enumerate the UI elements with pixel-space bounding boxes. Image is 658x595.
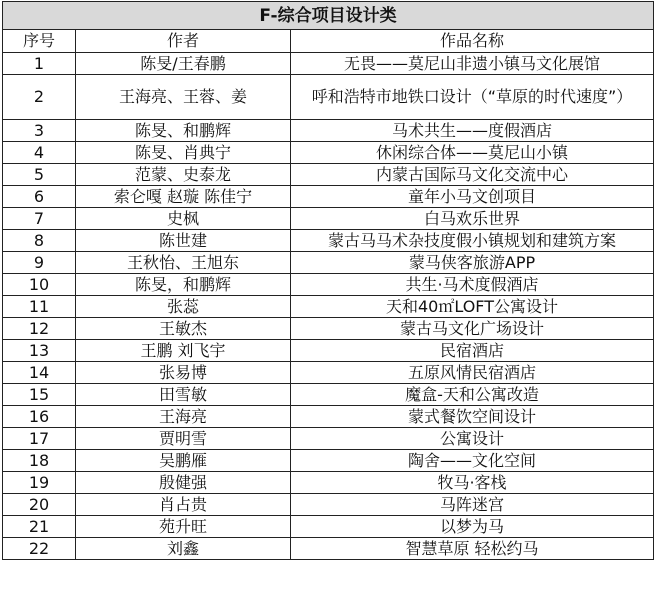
row-work-title: 白马欢乐世界: [291, 208, 654, 230]
table-row: [3, 296, 654, 318]
table-row: [3, 362, 654, 384]
row-author: 史枫: [76, 208, 291, 230]
row-work-title: 内蒙古国际马文化交流中心: [291, 164, 654, 186]
row-author: 吴鹏雁: [76, 450, 291, 472]
table-row: [3, 164, 654, 186]
table-row: [3, 252, 654, 274]
row-work-title: 马阵迷宫: [291, 494, 654, 516]
row-work-title: 休闲综合体——莫尼山小镇: [291, 142, 654, 164]
table-row: [3, 318, 654, 340]
row-number: 15: [3, 384, 76, 406]
row-work-title: 蒙古马文化广场设计: [291, 318, 654, 340]
row-author: 贾明雪: [76, 428, 291, 450]
table-row: [3, 450, 654, 472]
table-row: [3, 538, 654, 560]
table-row: [3, 472, 654, 494]
award-table: [2, 1, 654, 560]
row-author: 索仑嘎 赵璇 陈佳宁: [76, 186, 291, 208]
row-work-title: 共生·马术度假酒店: [291, 274, 654, 296]
row-work-title: 五原风情民宿酒店: [291, 362, 654, 384]
row-work-title: 魔盒-天和公寓改造: [291, 384, 654, 406]
row-author: 殷健强: [76, 472, 291, 494]
row-number: 16: [3, 406, 76, 428]
row-number: 7: [3, 208, 76, 230]
row-author: 陈旻、和鹏辉: [76, 120, 291, 142]
row-number: 8: [3, 230, 76, 252]
table-title-row: [3, 2, 654, 30]
award-table-sheet: [2, 1, 653, 560]
row-author: 陈旻、肖典宁: [76, 142, 291, 164]
table-row: [3, 53, 654, 75]
row-work-title: 以梦为马: [291, 516, 654, 538]
row-author: 苑升旺: [76, 516, 291, 538]
table-row: [3, 384, 654, 406]
row-number: 19: [3, 472, 76, 494]
row-work-title: 蒙式餐饮空间设计: [291, 406, 654, 428]
table-row: [3, 186, 654, 208]
row-number: 5: [3, 164, 76, 186]
table-title: F-综合项目设计类: [3, 2, 654, 30]
row-number: 1: [3, 53, 76, 75]
table-row: [3, 406, 654, 428]
row-author: 王鹏 刘飞宇: [76, 340, 291, 362]
row-number: 6: [3, 186, 76, 208]
row-author: 王海亮: [76, 406, 291, 428]
row-number: 22: [3, 538, 76, 560]
row-number: 20: [3, 494, 76, 516]
row-author: 田雪敏: [76, 384, 291, 406]
row-work-title: 智慧草原 轻松约马: [291, 538, 654, 560]
row-number: 18: [3, 450, 76, 472]
row-number: 4: [3, 142, 76, 164]
header-no: 序号: [3, 30, 76, 53]
row-number: 9: [3, 252, 76, 274]
row-work-title: 公寓设计: [291, 428, 654, 450]
row-work-title: 蒙古马马术杂技度假小镇规划和建筑方案: [291, 230, 654, 252]
row-work-title: 童年小马文创项目: [291, 186, 654, 208]
row-work-title: 无畏——莫尼山非遗小镇马文化展馆: [291, 53, 654, 75]
row-number: 10: [3, 274, 76, 296]
row-author: 陈世建: [76, 230, 291, 252]
row-work-title: 民宿酒店: [291, 340, 654, 362]
row-work-title: 蒙马侠客旅游APP: [291, 252, 654, 274]
row-number: 14: [3, 362, 76, 384]
table-row: [3, 494, 654, 516]
table-row: [3, 230, 654, 252]
header-author: 作者: [76, 30, 291, 53]
table-row: [3, 516, 654, 538]
row-author: 王秋怡、王旭东: [76, 252, 291, 274]
table-row: [3, 428, 654, 450]
row-work-title: 牧马·客栈: [291, 472, 654, 494]
table-row: [3, 340, 654, 362]
row-author: 陈旻/王春鹏: [76, 53, 291, 75]
row-work-title: 天和40㎡LOFT公寓设计: [291, 296, 654, 318]
header-work: 作品名称: [291, 30, 654, 53]
table-body: [3, 53, 654, 560]
row-author: 肖占贵: [76, 494, 291, 516]
row-number: 21: [3, 516, 76, 538]
row-author: 刘鑫: [76, 538, 291, 560]
row-author: 范蒙、史泰龙: [76, 164, 291, 186]
row-author: 张易博: [76, 362, 291, 384]
row-author: 王敏杰: [76, 318, 291, 340]
table-row: [3, 75, 654, 120]
row-author: 王海亮、王蓉、姜: [76, 75, 291, 120]
table-row: [3, 208, 654, 230]
row-work-title: 陶舍——文化空间: [291, 450, 654, 472]
row-number: 3: [3, 120, 76, 142]
row-author: 陈旻，和鹏辉: [76, 274, 291, 296]
row-number: 12: [3, 318, 76, 340]
table-header-row: [3, 30, 654, 53]
row-number: 13: [3, 340, 76, 362]
row-work-title: 马术共生——度假酒店: [291, 120, 654, 142]
row-number: 17: [3, 428, 76, 450]
row-number: 11: [3, 296, 76, 318]
row-author: 张蕊: [76, 296, 291, 318]
row-number: 2: [3, 75, 76, 120]
row-work-title: 呼和浩特市地铁口设计（“草原的时代速度”）: [291, 75, 654, 120]
table-row: [3, 142, 654, 164]
table-row: [3, 274, 654, 296]
table-row: [3, 120, 654, 142]
